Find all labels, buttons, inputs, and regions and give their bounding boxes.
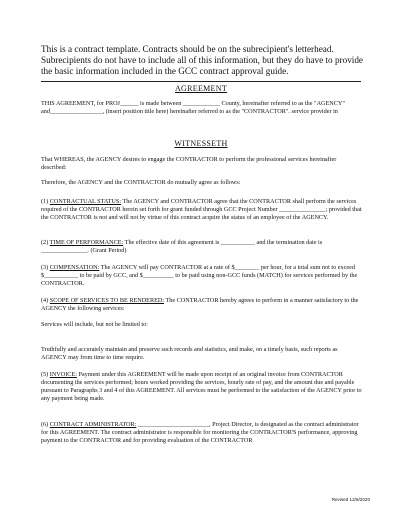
section-number: (2)	[41, 239, 49, 246]
section-title: COMPENSATION:	[49, 264, 100, 271]
section-text: The effective date of this agreement is ___________ and the termination date is _______________. (Grant Period)	[41, 239, 323, 254]
section-text: The CONTRACTOR hereby agrees to perform in a manner satisfactory to the AGENCY the following services:	[41, 297, 359, 312]
section-time-of-performance	[41, 239, 363, 255]
services-include-paragraph: Services will include, but not be limited to:	[41, 321, 148, 328]
agreement-paragraph	[41, 100, 363, 116]
revision-footer: Revised 12/8/2020	[331, 497, 370, 502]
section-number: (3)	[41, 264, 49, 271]
section-number: (1)	[41, 198, 49, 205]
section-title: CONTRACT ADMINISTRATOR:	[49, 421, 137, 428]
whereas-paragraph: That WHEREAS, the AGENCY desires to engage the CONTRACTOR to perform the professional services hereinafter described:	[41, 156, 337, 171]
section-contractual-status	[41, 198, 363, 222]
section-contract-administrator	[41, 421, 363, 445]
section-number: (5)	[41, 371, 49, 378]
section-invoice	[41, 371, 363, 403]
section-text: The AGENCY and CONTRACTOR agree that the CONTRACTOR shall perform the services required of the CONTRACTOR herein set forth for grant funded through GCC Project Number _______________; provided that the CONTRACTOR is not and will not by virtue of this contract acquire the status of an employee of the AGENCY.	[41, 198, 362, 221]
agreement-paragraph-text: THIS AGREEMENT, for PROJ______ is made between ____________ County, hereinafter referred to as the "AGENCY" and_________________, (insert position title here) hereinafter referred to as the "CONTRACTOR".	[41, 100, 345, 115]
section-title: SCOPE OF SERVICES TO BE RENDERED:	[49, 297, 165, 304]
section-scope-of-services	[41, 297, 363, 313]
intro-text: This is a contract template. Contracts should be on the subrecipient's letterhead. Subrecipients do not have to include all of this information, but they do have to provide the basic information included in the GCC contract approval guide.	[41, 44, 364, 77]
section-text: Payment under this AGREEMENT will be made upon receipt of an original invoice from CONTRACTOR documenting the services performed; hours worked providing the services, hourly rate of pay, and the amount due and payable pursuant to Paragraphs 3 and 4 of this AGREEMENT. All services must be performed to the satisfaction of the AGENCY prior to any payment being made.	[41, 371, 362, 402]
section-number: (4)	[41, 297, 49, 304]
section-text: The AGENCY will pay CONTRACTOR at a rate of $________ per hour, for a total sum not to exceed $___________ to be paid by GCC, and $__________ to be paid using non-GCC funds (MATCH) for services performed by the CONTRACTOR.	[41, 264, 358, 287]
section-text: _______________________, Project Director, is designated as the contract administrator for this AGREEMENT. The contract administrator is responsible for monitoring the CONTRACTOR'S performance, approving payment to the CONTRACTOR and for providing evaluation of the CONTRACTOR	[41, 421, 359, 444]
therefore-paragraph: Therefore, the AGENCY and the CONTRACTOR do mutually agree as follows:	[41, 179, 241, 186]
section-compensation	[41, 264, 363, 288]
agreement-provider-text: service provider in	[291, 107, 338, 115]
section-number: (6)	[41, 421, 49, 428]
truthfully-paragraph: Truthfully and accurately maintain and preserve such records and statistics, and make, on a timely basis, such reports as AGENCY may from time to time require.	[41, 346, 338, 361]
agreement-heading: AGREEMENT	[174, 84, 228, 93]
section-title: TIME OF PERFORMANCE:	[49, 239, 124, 246]
witnesseth-heading: WITNESSETH	[174, 139, 228, 148]
top-rule	[41, 81, 361, 82]
section-title: INVOICE:	[49, 371, 77, 378]
section-title: CONTRACTUAL STATUS:	[49, 198, 122, 205]
